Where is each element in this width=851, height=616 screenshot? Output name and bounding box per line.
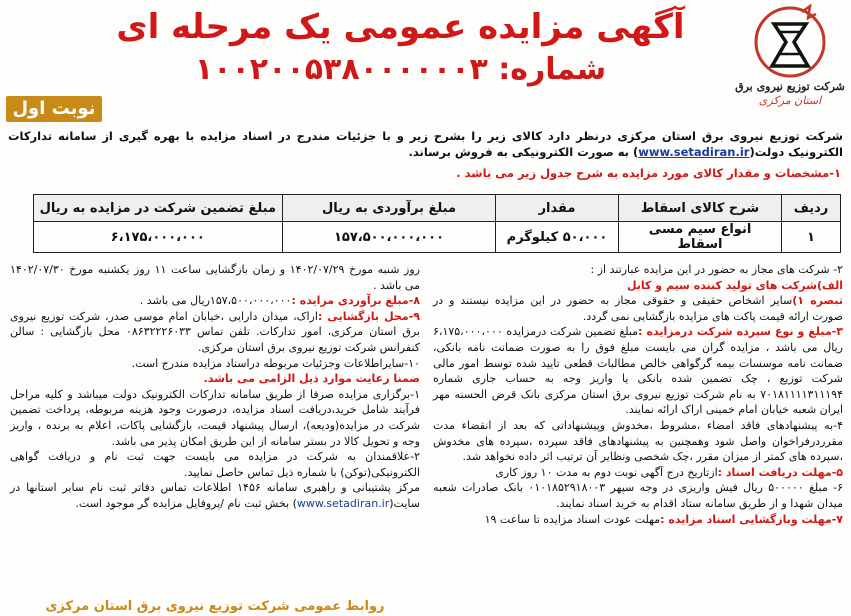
col-quantity: مقدار	[496, 195, 619, 222]
right-column	[433, 262, 843, 527]
table-row	[33, 222, 840, 253]
requirement-3-text: مرکز پشتیبانی و راهبری سامانه ۱۴۵۶ اطلاعات تماس دفاتر ثبت نام سایر استانها در سایت(	[10, 481, 421, 510]
col-description: شرح کالای اسقاط	[619, 195, 782, 222]
clause-3	[433, 324, 843, 418]
ad-number: شماره: ۱۰۰۲۰۰۵۳۸۰۰۰۰۰۰۳	[194, 52, 607, 87]
clause-7-text: مهلت عودت اسناد مزایده تا ساعت ۱۹	[484, 512, 661, 526]
clause-4: ۴-به پیشنهادهای فاقد امضاء ،مشروط ،مخدوش وپیشنهاداتی که بعد از انقضاء مدت مقرردرفراخوان واصل شود وهمچنین به پیشنهادهای فاقد سپرده ،سپرده های مخدوش ،سپرده های کمتر از میزان مقرر ،چک شخصی ونظایر آن ترتیب اثر داده نخواهد شد.	[433, 418, 843, 464]
power-tower-icon	[750, 4, 830, 80]
clause-10: ۱۰-سایراطلاعات وجزئیات مربوطه دراسناد مزایده مندرج است.	[131, 356, 420, 370]
intro-paragraph	[8, 128, 843, 160]
company-logo	[735, 4, 845, 122]
clause-8-label: ۸-مبلغ برآوردی مزایده :	[291, 294, 420, 308]
footer-signature: روابط عمومی شرکت توزیع نیروی برق استان مرکزی	[45, 599, 385, 614]
clause-9-label: ۹-محل بازگشایی :	[317, 309, 420, 323]
clause-9	[10, 309, 420, 356]
note-1	[433, 293, 843, 324]
company-name: شرکت توزیع نیروی برق	[735, 80, 845, 93]
clause-8-text: ۱۵۷،۵۰۰،۰۰۰،۰۰۰ریال می باشد .	[139, 294, 292, 308]
cell-quantity: ۵۰،۰۰۰ کیلوگرم	[496, 222, 619, 253]
items-table	[33, 194, 841, 253]
requirement-2: ۲-علاقمندان به شرکت در مزایده می بایست جهت ثبت نام و دریافت گواهی الکترونیکی(توکن) با شماره ذیل تماس حاصل نمایید.	[10, 450, 420, 479]
requirement-3	[10, 480, 420, 511]
ad-title-block	[80, 4, 721, 90]
cell-estimated-price: ۱۵۷،۵۰۰،۰۰۰،۰۰۰	[283, 222, 496, 253]
cell-guarantee: ۶،۱۷۵،۰۰۰،۰۰۰	[33, 222, 282, 253]
clause-5	[433, 465, 843, 481]
setadiran-link[interactable]: www.setadiran.ir	[638, 145, 750, 159]
cell-row-number: ۱	[782, 222, 841, 253]
note-1-label: تبصره ۱)	[792, 294, 843, 308]
clause-3-label: ۳-مبلغ و نوع سپرده شرکت درمزایده :	[638, 325, 844, 339]
items-subheading: ۱-مشخصات و مقدار کالای مورد مزایده به شرح جدول زیر می باشد .	[456, 166, 841, 180]
setadiran-link-2[interactable]: www.setadiran.ir	[296, 496, 390, 510]
requirement-3-end: ) بخش ثبت نام /پروفایل مزایده گر موجود است.	[75, 496, 297, 510]
cell-description: انواع سیم مسی اسقاط	[619, 222, 782, 253]
col-estimated-price: مبلغ برآوردی به ریال	[283, 195, 496, 222]
requirement-1: ۱-برگزاری مزایده صرفا از طریق سامانه تدارکات الکترونیک دولت میباشد و کلیه مراحل فرآیند شامل خرید،دریافت اسناد مزایده، درصورت وجود هزینه مربوطه، پرداخت تضمین شرکت در مزایده(ودیعه)، ارسال پیشنهاد قیمت، بازگشایی پاکات، اعلام به برنده ، واریز وجه و تحویل کالا در بستر سامانه از این طریق امکان پذیر می باشد.	[10, 387, 420, 448]
clause-3-text: مبلغ تضمین شرکت درمزایده ۶،۱۷۵،۰۰۰،۰۰۰ ریال می باشد ، مزایده گران می بایست مبلغ فوق را به صورت ضمانت نامه بانکی، ضمانت نامه موسسات بیمه گرگواهی خالص مطالبات قطعی تایید شده توسط امور مالی شرکت توزیع ، چک تضمین شده بانکی یا واریز وجه به حساب جاری شماره ۷۰۱۸۱۱۱۱۳۱۱۱۹۴ به نام شرکت توزیع نیروی برق استان مرکزی بانک قرض الحسنه مهر ایران شعبه خیابان امام خمینی اراک ارائه نمایند.	[433, 325, 843, 417]
requirements-heading: ضمنا رعایت موارد ذیل الزامی می باشد.	[203, 372, 420, 386]
round-badge: نوبت اول	[6, 96, 102, 122]
col-guarantee: مبلغ تضمین شرکت در مزایده به ریال	[33, 195, 282, 222]
table-header-row	[33, 195, 840, 222]
clause-6: ۶- مبلغ ۵۰۰۰۰۰ ریال فیش واریزی در وجه سپهر ۰۱۰۱۸۵۲۹۱۸۰۰۳ بانک صادرات شعبه میدان شهدا و از طریق سامانه ستاد اقدام به خرید اسناد نمایند.	[433, 481, 843, 510]
col-row-number: ردیف	[782, 195, 841, 222]
intro-text-end: ) به صورت الکترونیکی به فروش برساند.	[408, 145, 639, 159]
note-1-text: سایر اشخاص حقیقی و حقوقی مجاز به حضور در این مزایده نیستند و در صورت ارائه قیمت پاکت های مزایده بازگشایی نمی گردد.	[433, 294, 843, 323]
clause-5-text: ازتاریخ درج آگهی نوبت دوم به مدت ۱۰ روز کاری	[495, 465, 718, 479]
clause-8	[10, 293, 420, 309]
clause-2: ۲- شرکت های مجاز به حضور در این مزایده عبارتند از :	[590, 263, 843, 276]
intro-text: شرکت توزیع نیروی برق استان مرکزی درنظر دارد کالای زیر را بشرح زیر و با جزئیات مندرج در اسناد مزایده با بهره گیری از سامانه تدارکات الکترونیک دولت(	[8, 129, 843, 159]
clause-2a: الف)شرکت های تولید کننده سیم و کابل	[626, 278, 843, 292]
clause-7-label: ۷-مهلت وبازگشایی اسناد مزایده :	[660, 512, 843, 526]
company-province: استان مرکزی	[758, 94, 822, 107]
left-column	[10, 262, 420, 512]
clause-5-label: ۵-مهلت دریافت اسناد :	[717, 465, 843, 479]
ad-title: آگهی مزایده عمومی یک مرحله ای	[116, 7, 685, 47]
clause-9-text: اراک، میدان دارایی ،خیابان امام موسی صدر، شرکت توزیع نیروی برق استان مرکزی، امور تدارکات. تلفن تماس ۰۸۶۳۲۲۲۶۰۳۳ محل بازگشایی : سالن کنفرانس شرکت توزیع نیروی برق استان مرکزی.	[10, 309, 420, 354]
clause-7	[433, 512, 843, 528]
clause-7-continued: روز شنبه مورخ ۱۴۰۲/۰۷/۲۹ و زمان بازگشایی ساعت ۱۱ روز یکشنبه مورخ ۱۴۰۲/۰۷/۳۰ می باشد .	[10, 263, 420, 292]
